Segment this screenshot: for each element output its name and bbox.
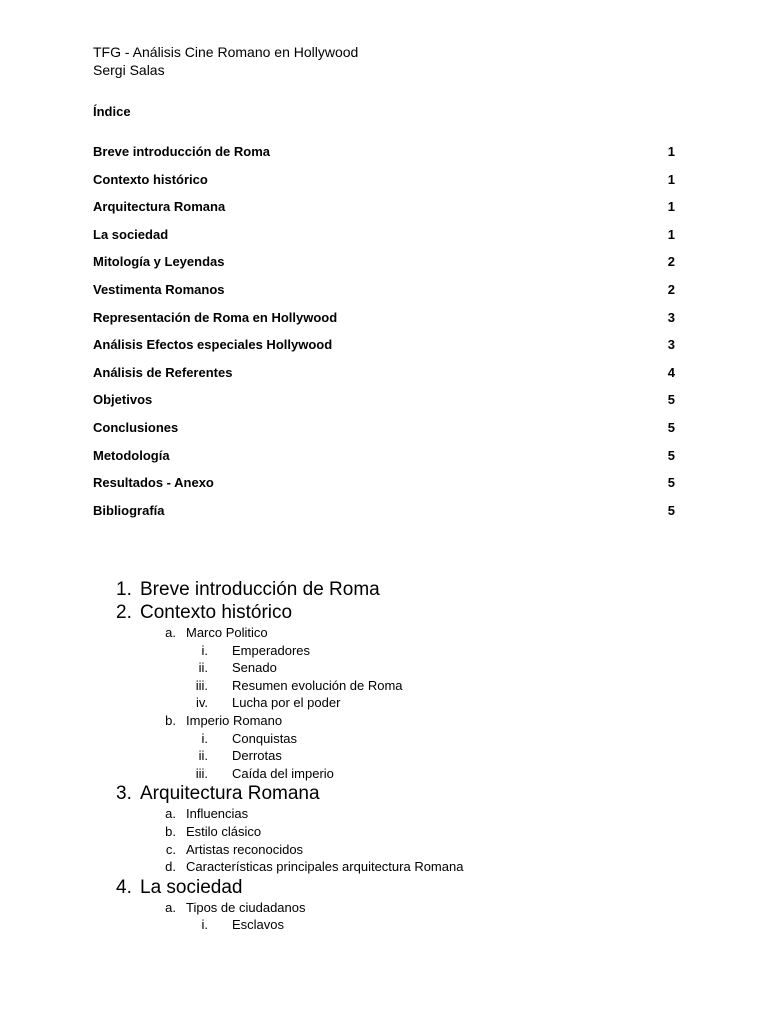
item-numeral: iv. [195,695,208,711]
subsection-letter: d. [165,859,176,875]
toc-entry[interactable] [93,310,675,338]
outline-section-3 [0,782,768,805]
toc-entry-page: 2 [667,281,675,297]
toc-entry-label: Representación de Roma en Hollywood [93,309,338,325]
item-title: Derrotas [232,748,282,764]
toc-entry-label: Resultados - Anexo [93,475,214,491]
subsection-letter: a. [165,899,176,915]
outline-section-4 [0,876,768,899]
toc-entry[interactable] [93,172,675,200]
toc-entry-page: 4 [667,364,675,380]
toc-entry-label: Análisis Efectos especiales Hollywood [93,337,333,353]
toc-entry-label: Vestimenta Romanos [93,281,225,297]
outline-section-1 [0,578,768,601]
toc-entry-page: 5 [667,502,675,518]
toc-entry[interactable] [93,337,675,365]
item-title: Resumen evolución de Roma [232,677,403,693]
item-numeral: i. [201,642,208,658]
toc-entry-page: 3 [667,309,675,325]
toc-entry-page: 3 [667,337,675,353]
item-numeral: ii. [198,660,208,676]
toc-entry-page: 5 [667,475,675,491]
item-numeral: i. [201,917,208,933]
section-title: Breve introducción de Roma [140,579,380,600]
subsection-title: Tipos de ciudadanos [186,899,306,915]
section-number: 4. [116,876,132,898]
section-title: Contexto histórico [140,602,293,623]
item-title: Lucha por el poder [232,695,341,711]
outline-subsection [0,823,768,841]
item-numeral: iii. [195,677,208,693]
subsection-letter: c. [165,841,176,857]
toc-entry[interactable] [93,144,675,172]
toc-entry-label: Mitología y Leyendas [93,254,225,270]
index-title: Índice [93,104,131,119]
toc-entry[interactable] [93,199,675,227]
item-title: Emperadores [232,642,311,658]
toc-entry-label: Breve introducción de Roma [93,144,270,159]
section-number: 2. [116,602,132,623]
outline-subsection [0,624,768,642]
outline-item [0,694,768,712]
item-title: Conquistas [232,730,298,746]
outline-subsection [0,858,768,876]
document-header [93,43,358,79]
toc-entry-page: 1 [667,199,675,215]
subsection-title: Imperio Romano [186,712,283,728]
subsection-title: Marco Politico [186,625,268,640]
toc-entry-label: La sociedad [93,226,169,242]
item-numeral: ii. [198,748,208,764]
toc-entry[interactable] [93,365,675,393]
toc-entry-page: 5 [667,392,675,408]
subsection-letter: b. [165,823,176,839]
toc-entry[interactable] [93,503,675,531]
item-title: Senado [232,660,277,676]
item-title: Caída del imperio [232,765,334,781]
toc-entry-label: Objetivos [93,392,153,408]
table-of-contents [93,144,675,530]
toc-entry[interactable] [93,392,675,420]
toc-entry[interactable] [93,448,675,476]
outline-subsection [0,841,768,859]
toc-entry[interactable] [93,282,675,310]
header-title: TFG - Análisis Cine Romano en Hollywood [93,44,359,60]
toc-entry-page: 5 [667,447,675,463]
toc-entry-label: Análisis de Referentes [93,364,233,380]
subsection-letter: b. [165,712,176,728]
toc-entry[interactable] [93,475,675,503]
outline-item [0,916,768,934]
toc-entry-page: 1 [667,226,675,242]
toc-entry[interactable] [93,254,675,282]
section-title: Arquitectura Romana [140,783,320,805]
toc-entry-page: 1 [667,144,675,159]
header-author: Sergi Salas [93,62,165,78]
toc-entry-label: Contexto histórico [93,171,208,187]
toc-entry[interactable] [93,420,675,448]
subsection-letter: a. [165,806,176,822]
subsection-title: Artistas reconocidos [186,841,304,857]
section-number: 3. [116,783,132,805]
subsection-title: Características principales arquitectura Romana [186,859,464,875]
item-numeral: iii. [195,765,208,781]
toc-entry-label: Conclusiones [93,419,179,435]
toc-entry-label: Bibliografía [93,502,165,518]
outline-item [0,659,768,677]
toc-entry-label: Arquitectura Romana [93,199,226,215]
outline-subsection [0,712,768,730]
item-numeral: i. [201,730,208,746]
toc-entry[interactable] [93,227,675,255]
subsection-letter: a. [165,625,176,640]
section-number: 1. [116,579,132,600]
section-title: La sociedad [140,876,243,898]
item-title: Esclavos [232,917,285,933]
outline-item [0,765,768,783]
outline-subsection [0,805,768,823]
outline-item [0,747,768,765]
outline-subsection [0,899,768,917]
toc-entry-page: 1 [667,171,675,187]
outline-item [0,642,768,660]
subsection-title: Estilo clásico [186,823,262,839]
outline-item [0,730,768,748]
document-outline [0,578,768,934]
toc-entry-page: 2 [667,254,675,270]
toc-entry-page: 5 [667,419,675,435]
outline-item [0,677,768,695]
outline-section-2 [0,601,768,624]
toc-entry-label: Metodología [93,447,170,463]
subsection-title: Influencias [186,806,249,822]
